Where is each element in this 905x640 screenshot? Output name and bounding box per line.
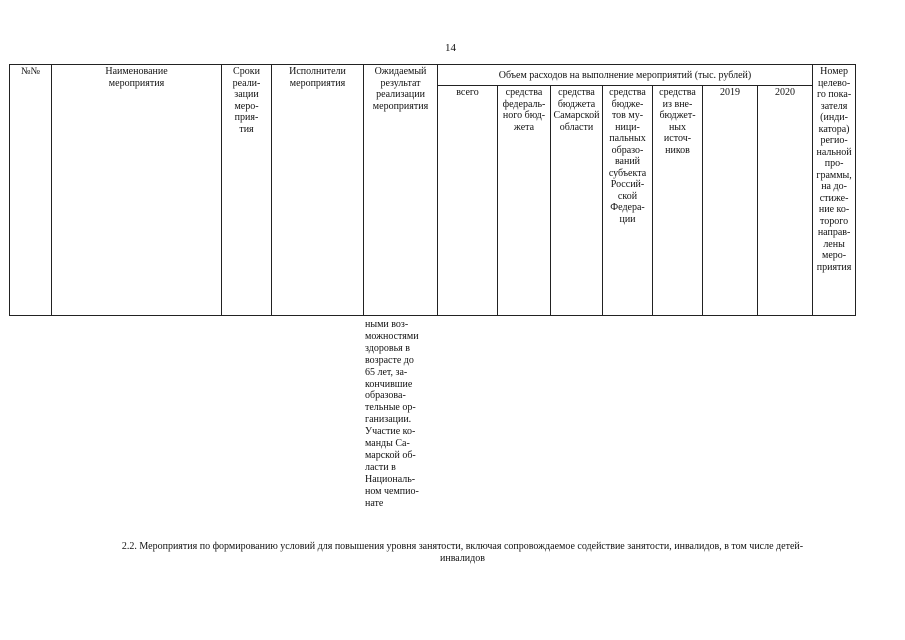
header-indicator-number: Номер целево- го пока- зателя (инди- катора) регио- нальной про- граммы, на до- стиже- ние ко- торого направ- лены меро- приятия <box>813 65 856 316</box>
header-executors: Исполнители мероприятия <box>272 65 364 316</box>
section-heading: 2.2. Мероприятия по формированию условий для повышения уровня занятости, включая сопровождаемое содействие занятости, инвалидов, в том числе детей- инвалидов <box>121 541 804 564</box>
subheader-regional-budget: средства бюджета Самарской области <box>551 86 603 316</box>
header-terms: Сроки реали- зации меро- прия- тия <box>222 65 272 316</box>
page-number: 14 <box>445 42 456 54</box>
header-expected-result: Ожидаемый результат реализации мероприятия <box>364 65 438 316</box>
expenses-table <box>9 64 856 316</box>
subheader-extrabudgetary: средства из вне- бюджет- ных источ- ников <box>653 86 703 316</box>
subheader-federal-budget: средства федераль- ного бюд- жета <box>498 86 551 316</box>
subheader-year-2020: 2020 <box>758 86 813 316</box>
subheader-year-2019: 2019 <box>703 86 758 316</box>
header-number: №№ <box>10 65 52 316</box>
header-expenses: Объем расходов на выполнение мероприятий (тыс. рублей) <box>438 65 813 86</box>
result-continuation-text: ными воз- можностями здоровья в возрасте до 65 лет, за- кончившие образова- тельные ор- ганизации. Участие ко- манды Са- марской об- ласти в Националь- ном чемпио- нате <box>365 319 419 509</box>
subheader-municipal-budget: средства бюдже- тов му- ници- пальных образо- ваний субъекта Россий- ской Федера- ции <box>603 86 653 316</box>
subheader-total: всего <box>438 86 498 316</box>
header-event-name: Наименование мероприятия <box>52 65 222 316</box>
